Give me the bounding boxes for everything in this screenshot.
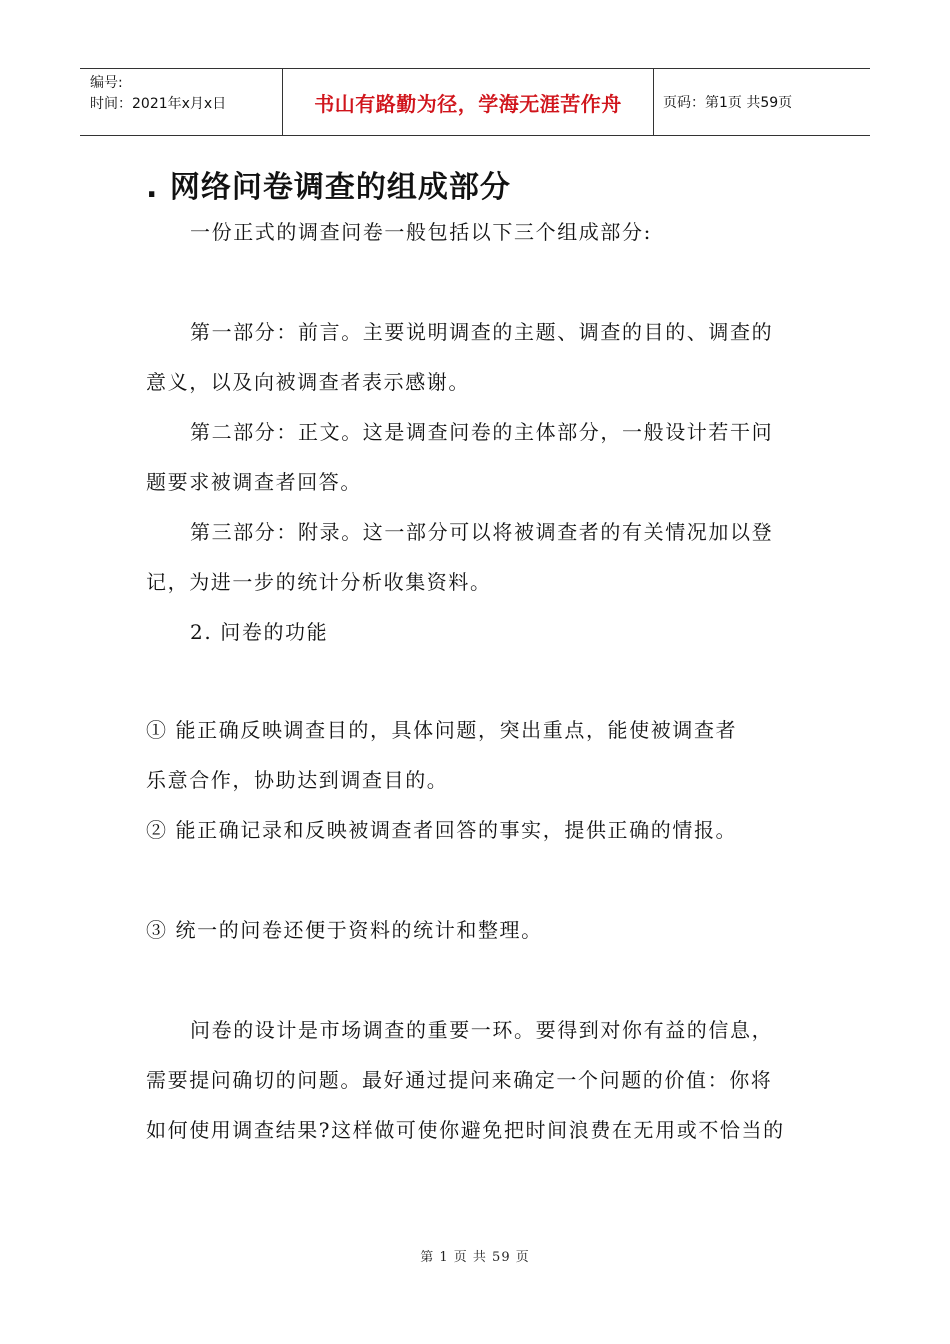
header-page-cell (654, 69, 870, 135)
section2-heading: 2. 问卷的功能 (190, 620, 329, 644)
section-heading: . 网络问卷调查的组成部分 (146, 170, 511, 205)
intro-line: 一份正式的调查问卷一般包括以下三个组成部分: (190, 220, 652, 244)
paragraph-line-2: 需要提问确切的问题。最好通过提问来确定一个问题的价值：你将 (146, 1068, 773, 1092)
header-motto-cell (282, 69, 654, 135)
page-label: 页码：第1页 共59页 (663, 95, 793, 111)
part3-line-2: 记，为进一步的统计分析收集资料。 (146, 570, 492, 594)
part1-line-2: 意义，以及向被调查者表示感谢。 (146, 370, 470, 394)
time-label: 时间：2021年x月x日 (90, 96, 227, 112)
part3-line-1: 第三部分：附录。这一部分可以将被调查者的有关情况加以登 (190, 520, 774, 544)
number-label: 编号: (90, 75, 123, 91)
paragraph-line-3: 如何使用调查结果?这样做可使你避免把时间浪费在无用或不恰当的 (146, 1118, 785, 1142)
motto-text: 书山有路勤为径，学海无涯苦作舟 (314, 91, 622, 116)
part2-line-1: 第二部分：正文。这是调查问卷的主体部分，一般设计若干问 (190, 420, 774, 444)
function3-line: ③ 统一的问卷还便于资料的统计和整理。 (146, 918, 543, 942)
page-footer: 第 1 页 共 59 页 (420, 1250, 530, 1265)
function1-line-2: 乐意合作，协助达到调查目的。 (146, 768, 449, 792)
paragraph-line-1: 问卷的设计是市场调查的重要一环。要得到对你有益的信息， (190, 1018, 774, 1042)
document-header (80, 68, 870, 136)
function1-line-1: ① 能正确反映调查目的，具体问题，突出重点，能使被调查者 (146, 718, 738, 742)
header-meta-cell (80, 69, 282, 135)
part2-line-2: 题要求被调查者回答。 (146, 470, 362, 494)
function2-line: ② 能正确记录和反映被调查者回答的事实，提供正确的情报。 (146, 818, 738, 842)
part1-line-1: 第一部分：前言。主要说明调查的主题、调查的目的、调查的 (190, 320, 774, 344)
